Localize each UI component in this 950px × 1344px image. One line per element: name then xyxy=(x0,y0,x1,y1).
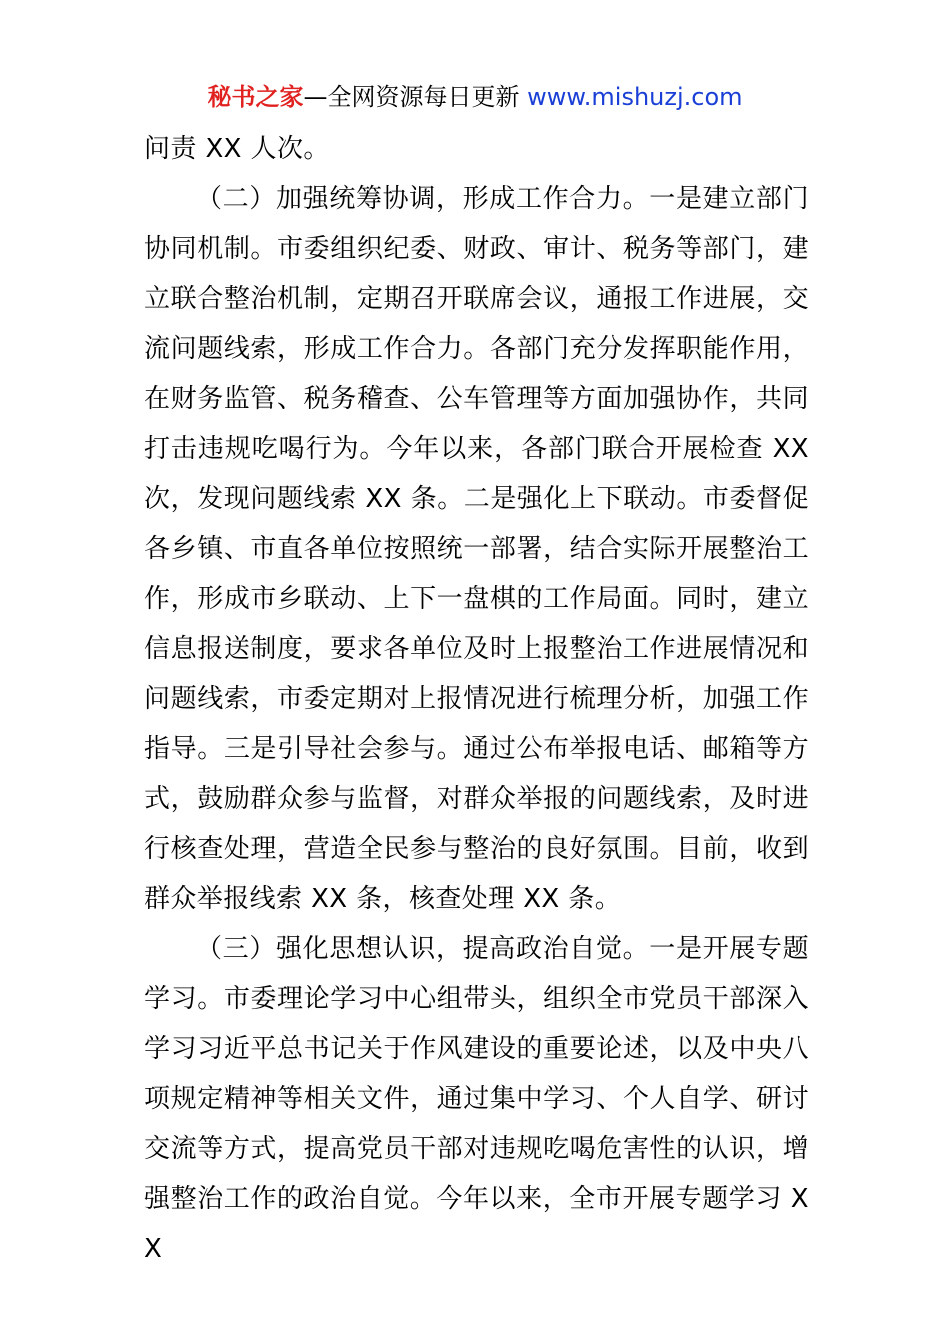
paragraph-section-three: （三）强化思想认识，提高政治自觉。一是开展专题学习。市委理论学习中心组带头，组织全市党员干部深入学习习近平总书记关于作风建设的重要论述，以及中央八项规定精神等相关文件，通过集中学习、个人自学、研讨交流等方式，提高党员干部对违规吃喝危害性的认识，增强整治工作的政治自觉。今年以来，全市开展专题学习 XX xyxy=(144,934,809,1264)
page-header xyxy=(0,80,950,114)
site-url[interactable]: www.mishuzj.com xyxy=(527,83,743,111)
site-tagline: —全网资源每日更新 xyxy=(303,83,520,111)
paragraph-continuation: 问责 XX 人次。 xyxy=(144,134,330,164)
document-body xyxy=(144,124,809,1274)
paragraph-section-two: （二）加强统筹协调，形成工作合力。一是建立部门协同机制。市委组织纪委、财政、审计、税务等部门，建立联合整治机制，定期召开联席会议，通报工作进展，交流问题线索，形成工作合力。各部门充分发挥职能作用，在财务监管、税务稽查、公车管理等方面加强协作，共同打击违规吃喝行为。今年以来，各部门联合开展检查 XX 次，发现问题线索 XX 条。二是强化上下联动。市委督促各乡镇、市直各单位按照统一部署，结合实际开展整治工作，形成市乡联动、上下一盘棋的工作局面。同时，建立信息报送制度，要求各单位及时上报整治工作进展情况和问题线索，市委定期对上报情况进行梳理分析，加强工作指导。三是引导社会参与。通过公布举报电话、邮箱等方式，鼓励群众参与监督，对群众举报的问题线索，及时进行核查处理，营造全民参与整治的良好氛围。目前，收到群众举报线索 XX 条，核查处理 XX 条。 xyxy=(144,184,809,914)
site-brand: 秘书之家 xyxy=(207,83,304,111)
